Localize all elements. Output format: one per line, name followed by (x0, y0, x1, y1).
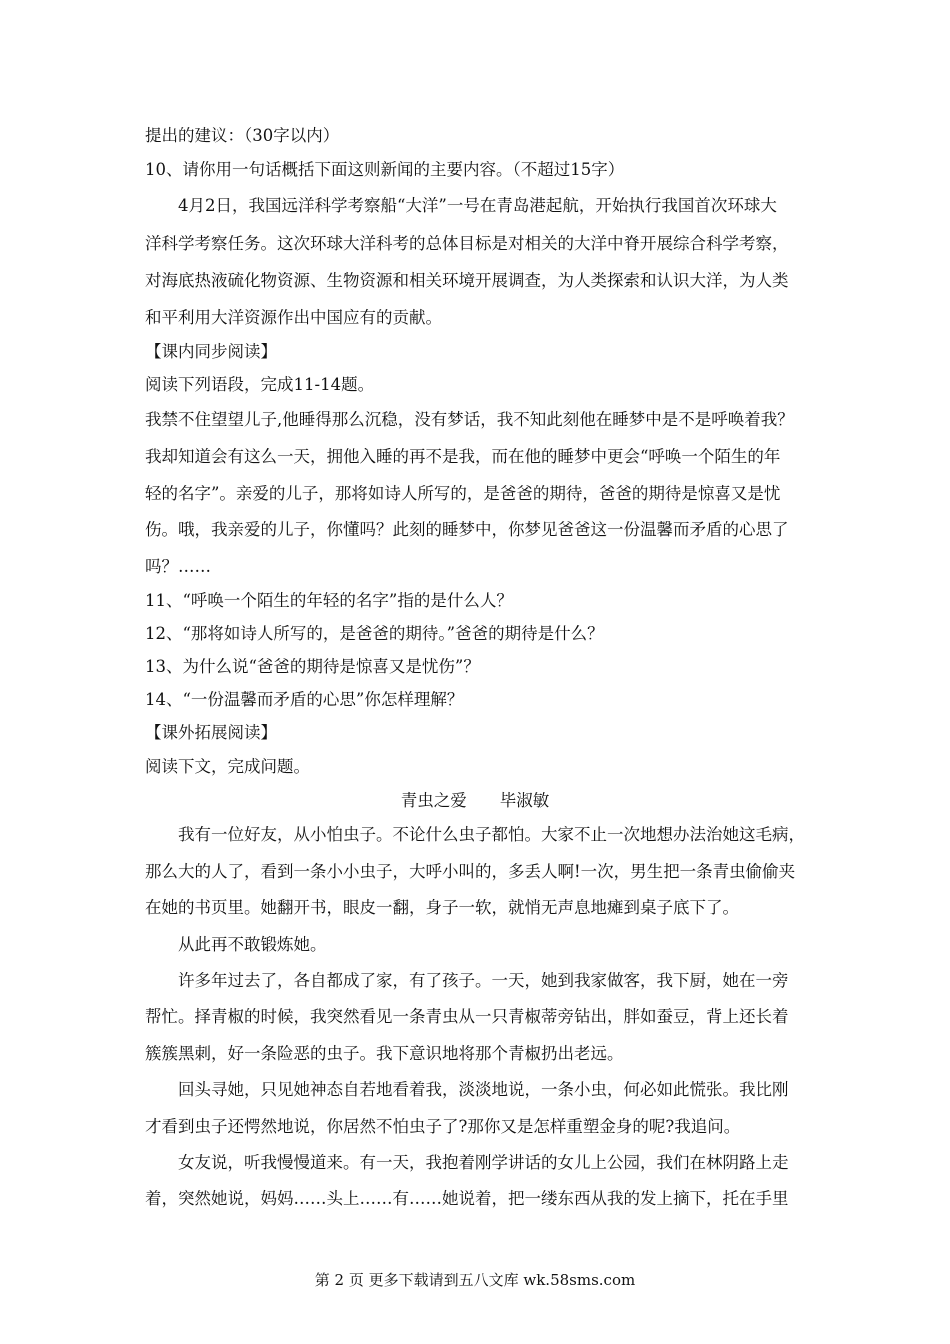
text-line: 阅读下文，完成问题。 (145, 757, 310, 776)
text-line: 那么大的人了，看到一条小小虫子，大呼小叫的，多丢人啊!一次，男生把一条青虫偷偷夹 (145, 862, 796, 881)
text-line: 许多年过去了，各自都成了家，有了孩子。一天，她到我家做客，我下厨，她在一旁 (178, 971, 789, 990)
text-line: 从此再不敢锻炼她。 (178, 935, 327, 954)
question-11: 11、“呼唤一个陌生的年轻的名字”指的是什么人？ (145, 591, 513, 610)
text-line: 我有一位好友，从小怕虫子。不论什么虫子都怕。大家不止一次地想办法治她这毛病， (178, 825, 805, 844)
section-heading: 【课内同步阅读】 (145, 342, 277, 361)
text-line: 对海底热液硫化物资源、生物资源和相关环境开展调查，为人类探索和认识大洋，为人类 (145, 271, 789, 290)
question-14: 14、“一份温馨而矛盾的心思”你怎样理解？ (145, 690, 464, 709)
text-line: 簇簇黑刺，好一条险恶的虫子。我下意识地将那个青椒扔出老远。 (145, 1044, 624, 1063)
text-line: 提出的建议：（30字以内） (145, 126, 340, 145)
text-line: 吗？…… (145, 557, 211, 576)
text-line: 才看到虫子还愕然地说，你居然不怕虫子了?那你又是怎样重塑金身的呢?我追问。 (145, 1117, 741, 1136)
text-line: 洋科学考察任务。这次环球大洋科考的总体目标是对相关的大洋中脊开展综合科学考察， (145, 234, 789, 253)
text-line: 着，突然她说，妈妈……头上……有……她说着，把一缕东西从我的发上摘下，托在手里 (145, 1189, 789, 1208)
text-line: 轻的名字”。亲爱的儿子，那将如诗人所写的，是爸爸的期待，爸爸的期待是惊喜又是忧 (145, 484, 781, 503)
section-heading: 【课外拓展阅读】 (145, 723, 277, 742)
text-line: 和平利用大洋资源作出中国应有的贡献。 (145, 308, 442, 327)
text-line: 在她的书页里。她翻开书，眼皮一翻，身子一软，就悄无声息地瘫到桌子底下了。 (145, 898, 739, 917)
text-line: 帮忙。择青椒的时候，我突然看见一条青虫从一只青椒蒂旁钻出，胖如蚕豆，背上还长着 (145, 1007, 789, 1026)
text-line: 阅读下列语段，完成11-14题。 (145, 375, 375, 394)
text-line: 伤。哦，我亲爱的儿子，你懂吗？此刻的睡梦中，你梦见爸爸这一份温馨而矛盾的心思了 (145, 520, 789, 539)
question-10: 10、请你用一句话概括下面这则新闻的主要内容。（不超过15字） (145, 160, 625, 179)
text-line: 4月2日，我国远洋科学考察船“大洋”一号在青岛港起航，开始执行我国首次环球大 (178, 196, 777, 215)
question-13: 13、为什么说“爸爸的期待是惊喜又是忧伤”？ (145, 657, 480, 676)
page-footer: 第 2 页 更多下载请到五八文库 wk.58sms.com (314, 1271, 636, 1289)
text-line: 回头寻她，只见她神态自若地看着我，淡淡地说，一条小虫，何必如此慌张。我比刚 (178, 1080, 789, 1099)
question-12: 12、“那将如诗人所写的，是爸爸的期待。”爸爸的期待是什么？ (145, 624, 604, 643)
text-line: 女友说，听我慢慢道来。有一天，我抱着刚学讲话的女儿上公园，我们在林阴路上走 (178, 1153, 789, 1172)
text-line: 我却知道会有这么一天，拥他入睡的再不是我，而在他的睡梦中更会“呼唤一个陌生的年 (145, 447, 781, 466)
text-line: 我禁不住望望儿子,他睡得那么沉稳，没有梦话，我不知此刻他在睡梦中是不是呼唤着我？ (145, 410, 794, 429)
article-title: 青虫之爱 毕淑敏 (400, 791, 550, 810)
